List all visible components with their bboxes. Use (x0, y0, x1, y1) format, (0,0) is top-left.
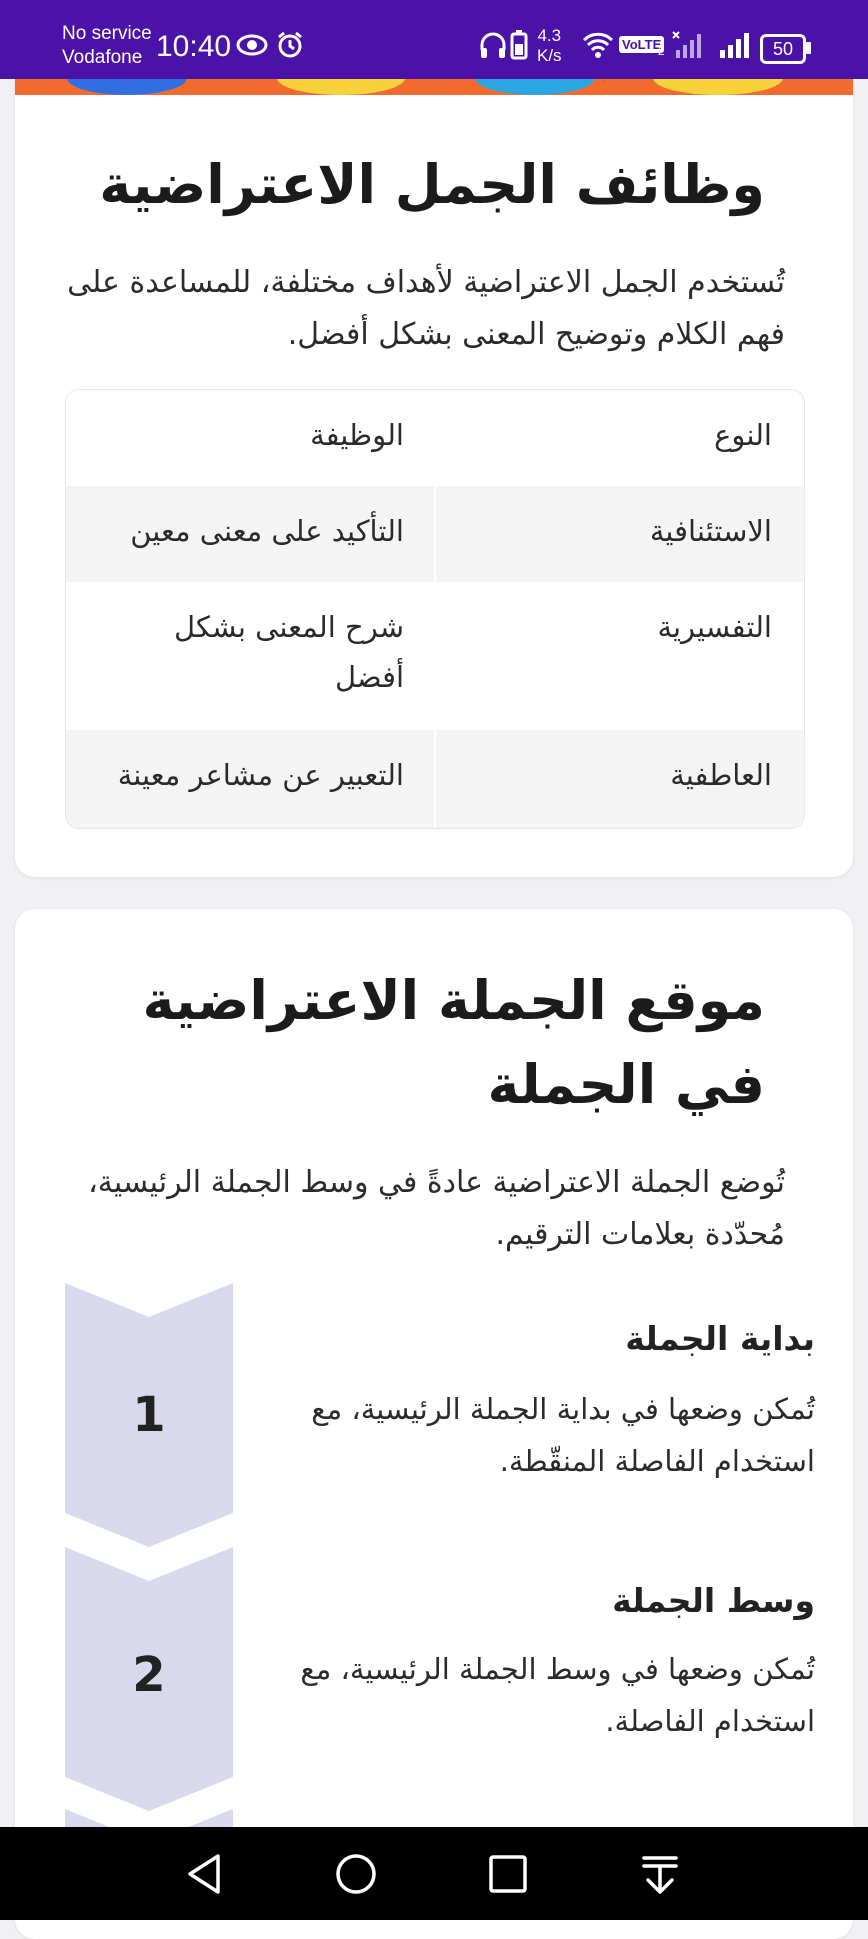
alarm-icon (275, 30, 305, 64)
section-description: تُستخدم الجمل الاعتراضية لأهداف مختلفة، للمساعدة على فهم الكلام وتوضيح المعنى بشكل أفضل. (67, 265, 785, 352)
position-card (15, 909, 853, 1939)
header-function: الوظيفة (310, 418, 404, 452)
hero-shape (475, 79, 595, 95)
carrier-label (62, 22, 152, 70)
signal-off-icon (672, 30, 702, 64)
battery-indicator: 50 (760, 34, 806, 64)
hero-shape (277, 79, 405, 95)
network-speed-unit: K/s (537, 46, 562, 65)
section-description: تُوضع الجملة الاعتراضية عادةً في وسط الجملة الرئيسية، مُحدّدة بعلامات الترقيم. (88, 1165, 785, 1252)
section-title: وظائف الجمل الاعتراضية (99, 153, 765, 216)
recents-icon[interactable] (478, 1849, 538, 1899)
step-text: تُمكن وضعها في بداية الجملة الرئيسية، مع استخدام الفاصلة المنقّطة. (311, 1392, 815, 1478)
functions-card (15, 79, 853, 877)
cell-function: شرح المعنى بشكل أفضل (174, 610, 404, 694)
volte-badge: VoLTE (619, 36, 664, 53)
wifi-icon (582, 30, 614, 64)
cell-type: التفسيرية (657, 610, 772, 644)
cell-type: العاطفية (670, 758, 772, 792)
status-bar (0, 0, 868, 79)
hero-shape (67, 79, 187, 95)
carrier-line-2: Vodafone (62, 47, 143, 68)
carrier-line-1: No service (62, 23, 152, 44)
cell-function: التعبير عن مشاعر معينة (117, 758, 404, 792)
functions-table (65, 389, 805, 829)
navigation-bar (0, 1827, 868, 1920)
header-type: النوع (714, 418, 772, 452)
network-speed (537, 26, 562, 66)
headphones-icon (478, 30, 508, 64)
signal-icon (718, 30, 750, 64)
table-header-row (66, 390, 804, 486)
sim-slot-label: 2 (658, 44, 665, 58)
step-number: 1 (132, 1387, 166, 1443)
section-title: موقع الجملة الاعتراضية في الجملة (142, 969, 765, 1116)
battery-tip (806, 42, 811, 54)
network-speed-value: 4.3 (537, 26, 562, 45)
clock: 10:40 (156, 30, 232, 63)
hero-shape (653, 79, 783, 95)
notifications-pull-icon[interactable] (630, 1849, 690, 1899)
battery-small-icon (510, 30, 528, 64)
eye-icon (236, 30, 268, 64)
home-icon[interactable] (326, 1849, 386, 1899)
hero-image-strip (15, 79, 853, 95)
back-icon[interactable] (174, 1849, 234, 1899)
step-title: وسط الجملة (612, 1581, 815, 1620)
step-title: بداية الجملة (625, 1319, 815, 1358)
column-divider (434, 486, 436, 828)
cell-type: الاستئنافية (649, 514, 772, 548)
step-number: 2 (132, 1647, 166, 1703)
cell-function: التأكيد على معنى معين (130, 514, 404, 548)
step-text: تُمكن وضعها في وسط الجملة الرئيسية، مع استخدام الفاصلة. (300, 1652, 815, 1738)
